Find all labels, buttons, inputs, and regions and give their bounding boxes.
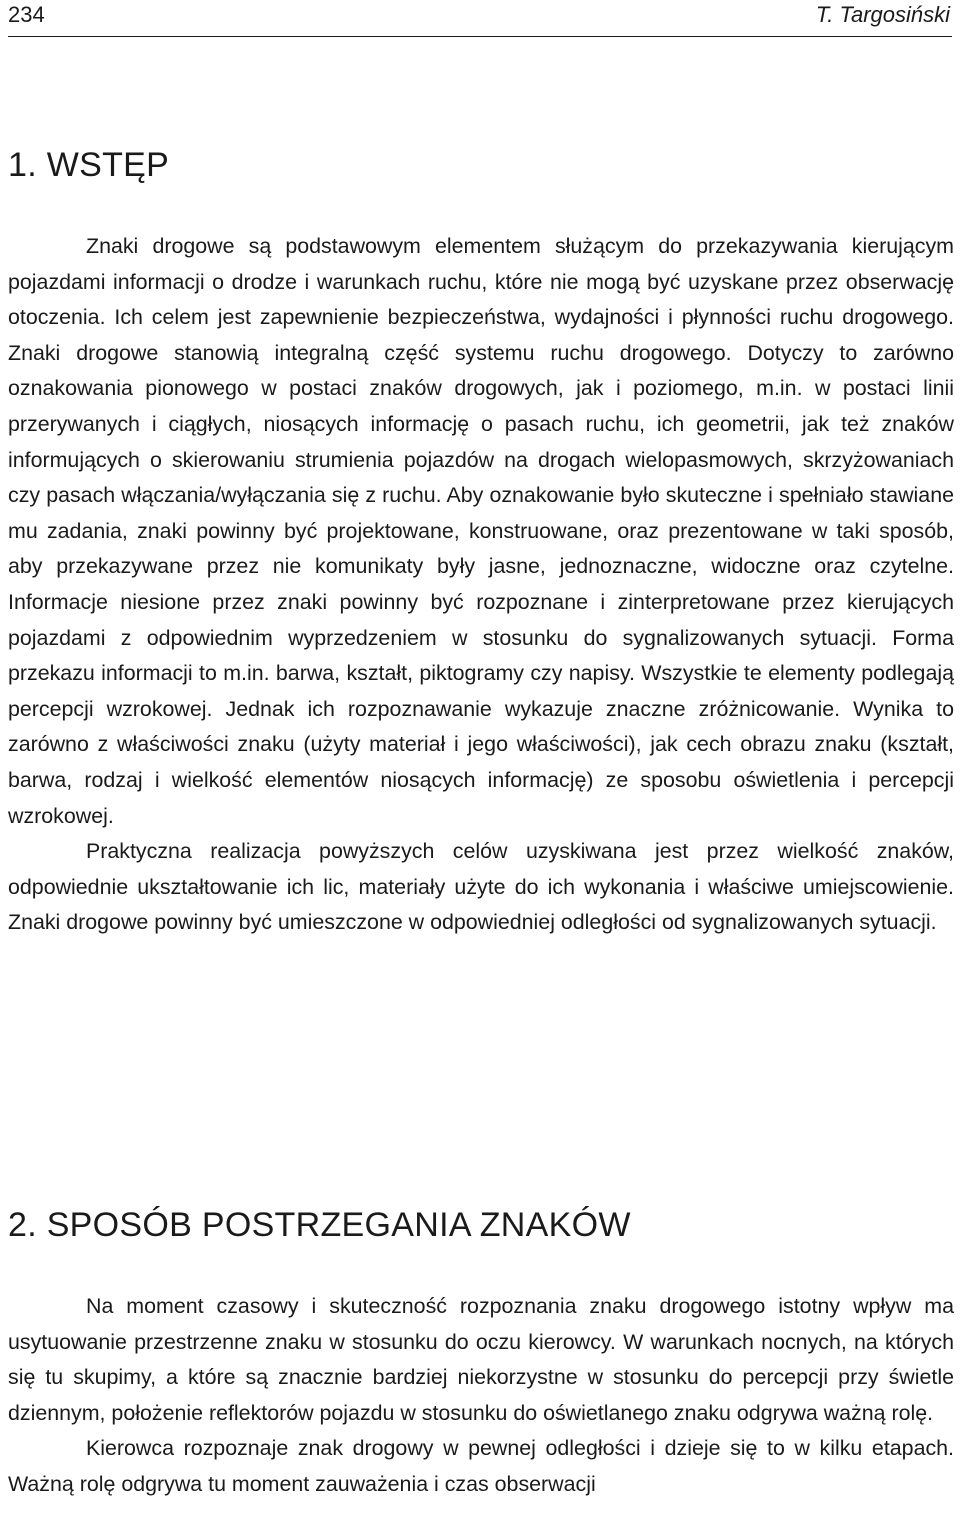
running-author: T. Targosiński <box>815 2 950 27</box>
section-body-introduction <box>8 229 954 941</box>
paragraph: Kierowca rozpoznaje znak drogowy w pewnej odległości i dzieje się to w kilku etapach. Ważną rolę odgrywa tu moment zauważenia i czas obserwacji <box>8 1436 954 1496</box>
section-heading-sign-perception: 2. SPOSÓB POSTRZEGANIA ZNAKÓW <box>8 1206 631 1244</box>
paragraph: Na moment czasowy i skuteczność rozpoznania znaku drogowego istotny wpływ ma usytuowanie przestrzenne znaku w stosunku do oczu kierowcy. W warunkach nocnych, na których się tu skupimy, a które są znacznie bardziej niekorzystne w stosunku do percepcji przy świetle dziennym, położenie reflektorów pojazdu w stosunku do oświetlanego znaku odgrywa ważną rolę. <box>8 1294 954 1425</box>
section-heading-introduction: 1. WSTĘP <box>8 146 170 184</box>
page-number: 234 <box>8 2 45 27</box>
section-body-sign-perception <box>8 1289 954 1503</box>
running-header <box>8 0 952 37</box>
paragraph: Praktyczna realizacja powyższych celów uzyskiwana jest przez wielkość znaków, odpowiednie ukształtowanie ich lic, materiały użyte do ich wykonania i właściwe umiejscowienie. Znaki drogowe powinny być umieszczone w odpowiedniej odległości od sygnalizowanych sytuacji. <box>8 839 954 935</box>
paragraph: Znaki drogowe są podstawowym elementem służącym do przekazywania kierującym pojazdami informacji o drodze i warunkach ruchu, które nie mogą być uzyskane przez obserwację otoczenia. Ich celem jest zapewnienie bezpieczeństwa, wydajności i płynności ruchu drogowego. Znaki drogowe stanowią integralną część systemu ruchu drogowego. Dotyczy to zarówno oznakowania pionowego w postaci znaków drogowych, jak i poziomego, m.in. w postaci linii przerywanych i ciągłych, niosących informację o pasach ruchu, ich geometrii, jak też znaków informujących o skierowaniu strumienia pojazdów na drogach wielopasmowych, skrzyżowaniach czy pasach włączania/wyłączania się z ruchu. Aby oznakowanie było skuteczne i spełniało stawiane mu zadania, znaki powinny być projektowane, konstruowane, oraz prezentowane w taki sposób, aby przekazywane przez nie komunikaty były jasne, jednoznaczne, widoczne oraz czytelne. Informacje niesione przez znaki powinny być rozpoznane i zinterpretowane przez kierujących pojazdami z odpowiednim wyprzedzeniem w stosunku do sygnalizowanych sytuacji. Forma przekazu informacji to m.in. barwa, kształt, piktogramy czy napisy. Wszystkie te elementy podlegają percepcji wzrokowej. Jednak ich rozpoznawanie wykazuje znaczne zróżnicowanie. Wynika to zarówno z właściwości znaku (użyty materiał i jego właściwości), jak cech obrazu znaku (kształt, barwa, rodzaj i wielkość elementów niosących informację) ze sposobu oświetlenia i percepcji wzrokowej. <box>8 234 954 828</box>
